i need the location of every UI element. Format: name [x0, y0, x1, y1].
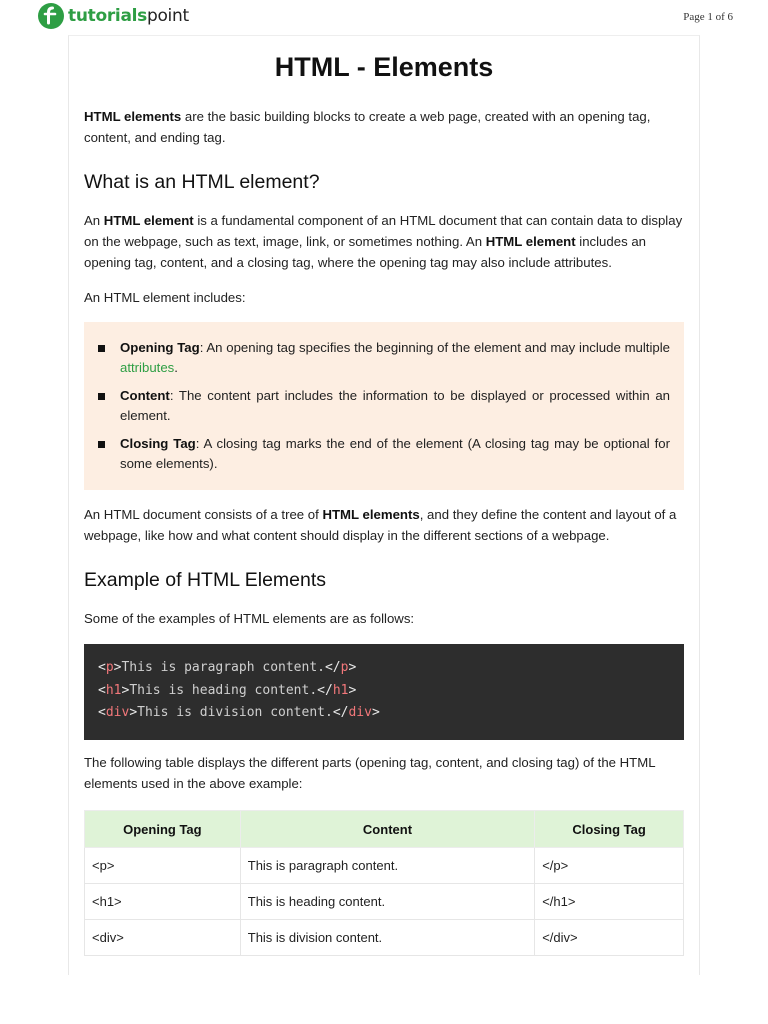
list-item-text: : A closing tag marks the end of the element (A closing tag may be optional for some elements). — [120, 436, 670, 471]
code-open-tag: h1 — [105, 682, 122, 698]
code-close-tag: h1 — [332, 682, 349, 698]
table-cell: <h1> — [85, 884, 241, 920]
page-header — [0, 0, 768, 34]
table-cell: This is heading content. — [240, 884, 534, 920]
definition-text-3: includes an opening tag, content, and a closing tag, where the opening tag may also include attributes. — [84, 234, 646, 270]
brand-name-part1: tutorials — [68, 6, 147, 26]
bullet-square-icon — [98, 393, 105, 400]
table-cell: This is paragraph content. — [240, 848, 534, 884]
intro-paragraph — [84, 106, 684, 148]
code-line: <p>This is paragraph content.</p> — [98, 660, 357, 675]
list-item-label: Content — [120, 388, 170, 403]
list-item-label: Opening Tag — [120, 340, 200, 355]
code-open-tag: div — [105, 705, 130, 720]
element-parts-callout — [84, 322, 684, 490]
list-item-tail: . — [174, 360, 178, 375]
code-content: This is division content. — [137, 705, 333, 720]
table-cell: This is division content. — [240, 920, 534, 956]
definition-bold-1: HTML element — [103, 213, 194, 228]
list-item-text: : An opening tag specifies the beginning of the element and may include multiple — [199, 340, 671, 355]
table-intro-paragraph: The following table displays the different parts (opening tag, content, and closing tag) of the HTML elements used in the above example: — [84, 755, 656, 791]
list-item-label: Closing Tag — [120, 436, 196, 451]
table-row — [85, 848, 684, 884]
column-header-content: Content — [240, 811, 534, 848]
section-heading-example: Example of HTML Elements — [84, 569, 327, 591]
tree-paragraph — [84, 504, 684, 546]
definition-paragraph — [84, 210, 684, 273]
table-cell: <div> — [85, 920, 241, 956]
definition-text-2: is a fundamental component of an HTML document that can contain data to display on the webpage, such as text, image, link, or sometimes nothing. An — [84, 213, 683, 249]
page-title: HTML - Elements — [274, 52, 494, 82]
code-line: <div>This is division content.</div> — [98, 705, 380, 720]
table-header-row — [85, 811, 684, 848]
list-item-closing-tag — [98, 434, 670, 474]
code-open-tag: p — [105, 660, 114, 675]
definition-bold-2: HTML element — [485, 234, 576, 249]
code-block[interactable] — [84, 644, 684, 740]
code-content: This is heading content. — [129, 682, 318, 698]
table-cell: <p> — [85, 848, 241, 884]
tree-bold: HTML elements — [322, 507, 420, 522]
code-close-tag: p — [340, 660, 349, 675]
table-cell: </p> — [535, 848, 684, 884]
code-line: <h1>This is heading content.</h1> — [98, 682, 357, 698]
code-close-tag: div — [348, 705, 372, 720]
tree-text-1: An HTML document consists of a tree of — [84, 507, 323, 522]
column-header-opening-tag: Opening Tag — [85, 811, 241, 848]
page-indicator: Page 1 of 6 — [683, 11, 733, 23]
intro-bold: HTML elements — [84, 109, 182, 124]
code-content: This is paragraph content. — [121, 660, 325, 675]
list-item-content — [98, 386, 670, 426]
table-cell: </h1> — [535, 884, 684, 920]
bullet-square-icon — [98, 441, 105, 448]
tutorialspoint-logo-icon — [38, 3, 64, 29]
tree-text-2: , and they define the content and layout of a webpage, like how and what content should display in the different sections of a webpage. — [84, 507, 677, 543]
list-item-text: : The content part includes the information to be displayed or processed within an element. — [120, 388, 670, 423]
brand-name-part2: point — [146, 6, 189, 26]
table-row — [85, 884, 684, 920]
examples-paragraph: Some of the examples of HTML elements are as follows: — [84, 611, 415, 626]
definition-text-1: An — [84, 213, 104, 228]
list-item-opening-tag — [98, 338, 670, 378]
table-cell: </div> — [535, 920, 684, 956]
column-header-closing-tag: Closing Tag — [535, 811, 684, 848]
intro-text: are the basic building blocks to create a web page, created with an opening tag, content, and ending tag. — [84, 109, 651, 145]
brand-wordmark — [68, 6, 189, 26]
attributes-link[interactable]: attributes — [120, 360, 175, 375]
section-heading-what-is: What is an HTML element? — [84, 171, 320, 193]
bullet-square-icon — [98, 345, 105, 352]
table-row — [85, 920, 684, 956]
brand-logo[interactable] — [38, 3, 189, 29]
element-parts-table — [84, 810, 684, 956]
includes-paragraph: An HTML element includes: — [84, 290, 246, 305]
